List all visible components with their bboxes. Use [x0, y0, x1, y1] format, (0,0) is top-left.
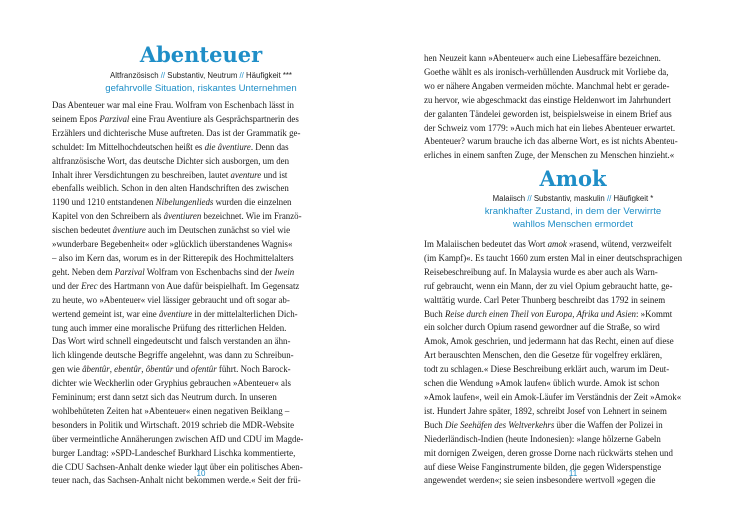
- text-line: Inhalt ihrer Versdichtungen zu beschreiben, lautet aventure und ist: [52, 169, 288, 180]
- text-line: angewendet werden«; sie seien insbesondere wertvoll »gegen die: [424, 475, 656, 486]
- text-line: »Amok laufen«, weil ein Amok-Läufer im Verständnis der Zeit »Amok«: [424, 391, 682, 402]
- text-line: Niederländisch-Indien (heute Indonesien): »lange hölzerne Gabeln: [424, 433, 661, 444]
- text-line: geht. Neben dem Parzival Wolfram von Eschenbachs sind der Iwein: [52, 266, 295, 277]
- text-line: Buch Reise durch einen Theil von Europa, Afrika und Asien: »Kommt: [424, 308, 673, 319]
- text-line: hen Neuzeit kann »Abenteuer« auch eine Liebesaffäre bezeichnen.: [424, 53, 661, 63]
- entry-grammar-line: [52, 71, 350, 80]
- text-line: gen wie âbentûr, ebentûr, ôbentûr und ofentûr führt. Noch Barock-: [52, 364, 291, 375]
- page-number: 10: [196, 469, 206, 478]
- text-line: schen die Wendung »Amok laufen« üblich wurde. Amok ist schon: [424, 378, 660, 389]
- text-line: »wunderbare Begebenheit« oder »glücklich überstandenes Wagnis«: [52, 239, 293, 250]
- entry-definition: [424, 206, 722, 231]
- text-line: erliches in einem sanften Zuge, der Menschen zu Menschen hinzieht.«: [424, 150, 675, 161]
- entry-body-text: [424, 238, 722, 488]
- grammar-separator: //: [606, 194, 612, 203]
- text-line: Goethe wählt es als ironisch-verhüllenden Ausdruck mit Vorliebe da,: [424, 66, 669, 77]
- text-line: Im Malaiischen bedeutet das Wort amok »rasend, wütend, verzweifelt: [424, 239, 672, 249]
- text-line: auf diese Weise Fanginstrumente bilden, die gegen Widerspenstige: [424, 461, 662, 472]
- grammar-frequency-label: Häufigkeit: [246, 71, 281, 80]
- grammar-separator: //: [160, 71, 166, 80]
- text-line: walttätig wurde. Carl Peter Thunberg beschreibt das 1792 in seinem: [424, 294, 666, 305]
- text-line: teuer nach, das Sachsen-Anhalt nicht bekommen werde.« Seit der frü-: [52, 475, 301, 486]
- entry-headword: Amok: [539, 166, 607, 191]
- grammar-separator: //: [527, 194, 532, 203]
- grammar-part-of-speech: Substantiv, maskulin: [533, 194, 605, 203]
- right-page: [424, 0, 722, 509]
- definition-line: wahllos Menschen ermordet: [513, 218, 633, 230]
- text-line: Buch Die Seehäfen des Weltverkehrs über die Waffen der Polizei in: [424, 419, 663, 430]
- grammar-part-of-speech: Substantiv, Neutrum: [167, 71, 238, 80]
- text-line: Kapitel von den Schreibern als âventiuren bezeichnet. Wie im Franzö-: [52, 211, 302, 222]
- text-line: seinem Epos Parzival eine Frau Aventiure als Gesprächspartnerin des: [52, 113, 299, 124]
- text-line: Art berauschten Menschen, den die Gesetze für vogelfrey erklären,: [424, 350, 663, 361]
- grammar-frequency-stars: ***: [282, 71, 292, 80]
- text-line: Abenteuer? warum brauche ich das alberne Wort, es ist nichts Abenteu-: [424, 136, 678, 147]
- text-line: Femininum; erst dann setzt sich das Neutrum durch. In unseren: [52, 392, 277, 403]
- text-line: 1190 und 1210 entstandenen Nibelungenlieds wurden die einzelnen: [52, 197, 292, 208]
- grammar-origin: Altfranzösisch: [110, 71, 159, 80]
- entry-grammar-line: [424, 194, 722, 203]
- text-line: dichter wie Weckherlin oder Gryphius gebrauchen »Abenteuer« als: [52, 378, 291, 389]
- text-line: – also im Kern das, worum es in der Ritterepik des Hochmittelalters: [52, 252, 294, 263]
- text-line: Das Wort wird schnell eingedeutscht und falsch verstanden an ähn-: [52, 336, 291, 347]
- text-line: mit dornigen Zweigen, deren grosse Dorne nach rückwärts stehen und: [424, 447, 673, 458]
- text-line: Reisebeschreibung auf. In Malaysia wurde es aber auch als Warn-: [424, 266, 658, 277]
- text-line: lich klingende deutsche Begriffe angelehnt, was dann zu Schreibun-: [52, 350, 294, 361]
- text-line: ist. Hundert Jahre später, 1892, schreibt Josef von Lehnert in seinem: [424, 405, 667, 416]
- text-line: tung auch immer eine moralische Prüfung des ritterlichen Helden.: [52, 322, 287, 333]
- text-line: wohlbehüteten Zeiten hat »Abenteuer« einen negativen Beiklang –: [52, 405, 290, 416]
- text-line: über vermeintliche Annäherungen zwischen AfD und CDU im Magde-: [52, 433, 304, 444]
- text-line: schuldet: Im Mittelhochdeutschen heißt es die âventiure. Denn das: [52, 141, 289, 152]
- text-line: sischen bedeutet âventiure auch im Deutschen zunächst so viel wie: [52, 225, 291, 236]
- left-page: [52, 0, 350, 509]
- text-line: Das Abenteuer war mal eine Frau. Wolfram von Eschenbach lässt in: [52, 100, 294, 110]
- entry-continuation-text: [424, 52, 722, 163]
- grammar-separator: //: [239, 71, 244, 80]
- grammar-frequency-label: Häufigkeit: [613, 194, 649, 203]
- text-line: Erzählers und dichterische Muse auftreten. Das ist der Grammatik ge-: [52, 127, 301, 138]
- text-line: die CDU Sachsen-Anhalt denke wieder laut über ein politisches Aben-: [52, 461, 303, 472]
- text-line: altfranzösische Wort, das deutsche Dichter sich ausborgen, um den: [52, 155, 290, 166]
- text-line: wo er nähere Angaben vermeiden möchte. Manchmal hebt er gerade-: [424, 80, 670, 91]
- text-line: zu hervor, wie abgeschmackt das einstige Heldenwort im Jahrhundert: [424, 94, 671, 105]
- entry-definition: gefahrvolle Situation, riskantes Unternehmen: [105, 83, 297, 94]
- text-line: zu heute, wo »Abenteuer« viel lässiger gebraucht und oft sogar ab-: [52, 294, 290, 305]
- text-line: der Schweiz vom 1779: »Auch mich hat ein liebes Abenteuer erwartet.: [424, 122, 676, 133]
- entry-body-text: [52, 99, 350, 488]
- text-line: todt zu schlagen.« Diese Beschreibung erklärt auch, warum im Deut-: [424, 364, 670, 375]
- text-line: der galanten Tändelei geworden ist, beispielsweise in einem Brief aus: [424, 108, 672, 119]
- text-line: ruf gebraucht, wenn ein Mann, der zu viel Opium gebraucht hatte, ge-: [424, 280, 673, 291]
- text-line: wertend gemeint ist, war eine âventiure in der mittelalterlichen Dich-: [52, 308, 298, 319]
- grammar-frequency-stars: *: [650, 194, 654, 203]
- definition-line: krankhafter Zustand, in dem der Verwirrte: [484, 206, 662, 217]
- text-line: (im Kampf)«. Es taucht 1660 zum ersten Mal in einer deutschsprachigen: [424, 252, 683, 263]
- text-line: besonders in Politik und Wirtschaft. 2019 schrieb die MDR-Website: [52, 419, 295, 430]
- page-number: 11: [568, 469, 578, 478]
- text-line: ein solcher durch Opium rasend gewordner auf die Straße, so wird: [424, 322, 660, 333]
- grammar-origin: Malaiisch: [492, 194, 526, 203]
- text-line: Amok, Amok geschrien, und jedermann hat das Recht, einen auf diese: [424, 336, 674, 347]
- text-line: burger Landtag: »SPD-Landeschef Burkhard Lischka kommentierte,: [52, 447, 296, 458]
- entry-headword: Abenteuer: [139, 42, 263, 67]
- text-line: und der Erec des Hartmann von Aue dafür beispielhaft. Im Gegensatz: [52, 280, 300, 291]
- text-line: ebenfalls weiblich. Schon in den alten Handschriften des zwischen: [52, 183, 289, 194]
